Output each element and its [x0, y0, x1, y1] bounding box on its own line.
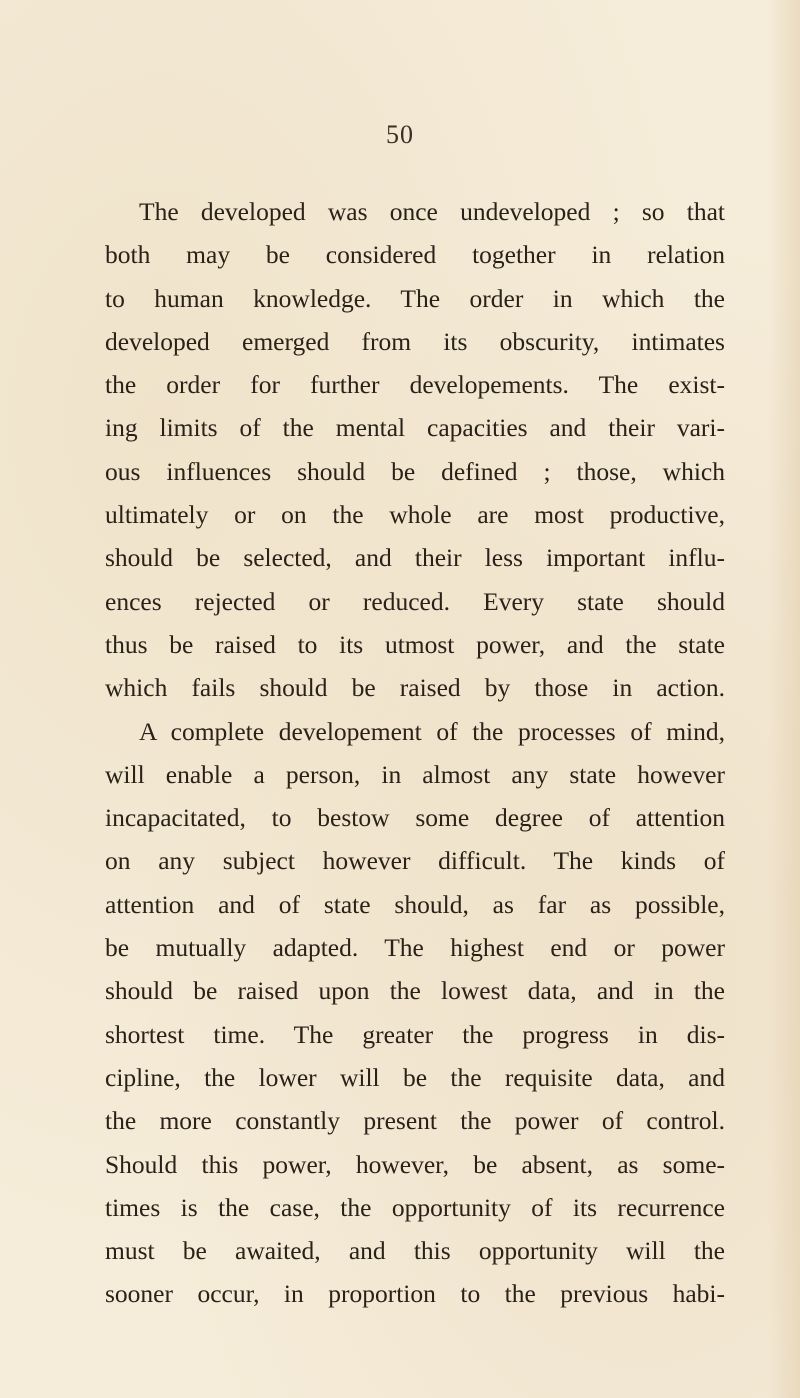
text-line: ing limits of the mental capacities and their vari-: [105, 413, 725, 443]
text-line: should be raised upon the lowest data, and in the: [105, 976, 725, 1006]
text-line: incapacitated, to bestow some degree of attention: [105, 803, 725, 833]
text-line: must be awaited, and this opportunity will the: [105, 1236, 725, 1266]
text-line: Should this power, however, be absent, as some-: [105, 1149, 725, 1179]
text-line: A complete developement of the processes of mind,: [139, 716, 725, 746]
text-line: on any subject however difficult. The kinds of: [105, 846, 725, 876]
text-line: developed emerged from its obscurity, intimates: [105, 326, 725, 356]
text-line: times is the case, the opportunity of its recurrence: [105, 1192, 725, 1222]
text-line: the more constantly present the power of control.: [105, 1106, 725, 1136]
text-line: cipline, the lower will be the requisite data, and: [105, 1062, 725, 1092]
text-line: the order for further developements. The exist-: [105, 370, 725, 400]
body-text: [105, 190, 725, 1316]
text-line: ous influences should be defined ; those, which: [105, 456, 725, 486]
text-line: sooner occur, in proportion to the previous habi-: [105, 1279, 725, 1309]
text-line: be mutually adapted. The highest end or power: [105, 933, 725, 963]
text-line: both may be considered together in relation: [105, 240, 725, 270]
text-line: thus be raised to its utmost power, and the state: [105, 629, 725, 659]
text-line: ultimately or on the whole are most productive,: [105, 500, 725, 530]
text-line: The developed was once undeveloped ; so that: [139, 197, 725, 226]
page-number: 50: [386, 120, 414, 149]
text-line: will enable a person, in almost any state however: [105, 759, 725, 789]
text-line: ences rejected or reduced. Every state should: [105, 586, 725, 616]
text-line: which fails should be raised by those in action.: [105, 673, 725, 703]
text-line: should be selected, and their less important influ-: [105, 543, 725, 573]
text-line: to human knowledge. The order in which the: [105, 283, 725, 313]
text-line: shortest time. The greater the progress in dis-: [105, 1019, 725, 1049]
text-line: attention and of state should, as far as possible,: [105, 889, 725, 919]
